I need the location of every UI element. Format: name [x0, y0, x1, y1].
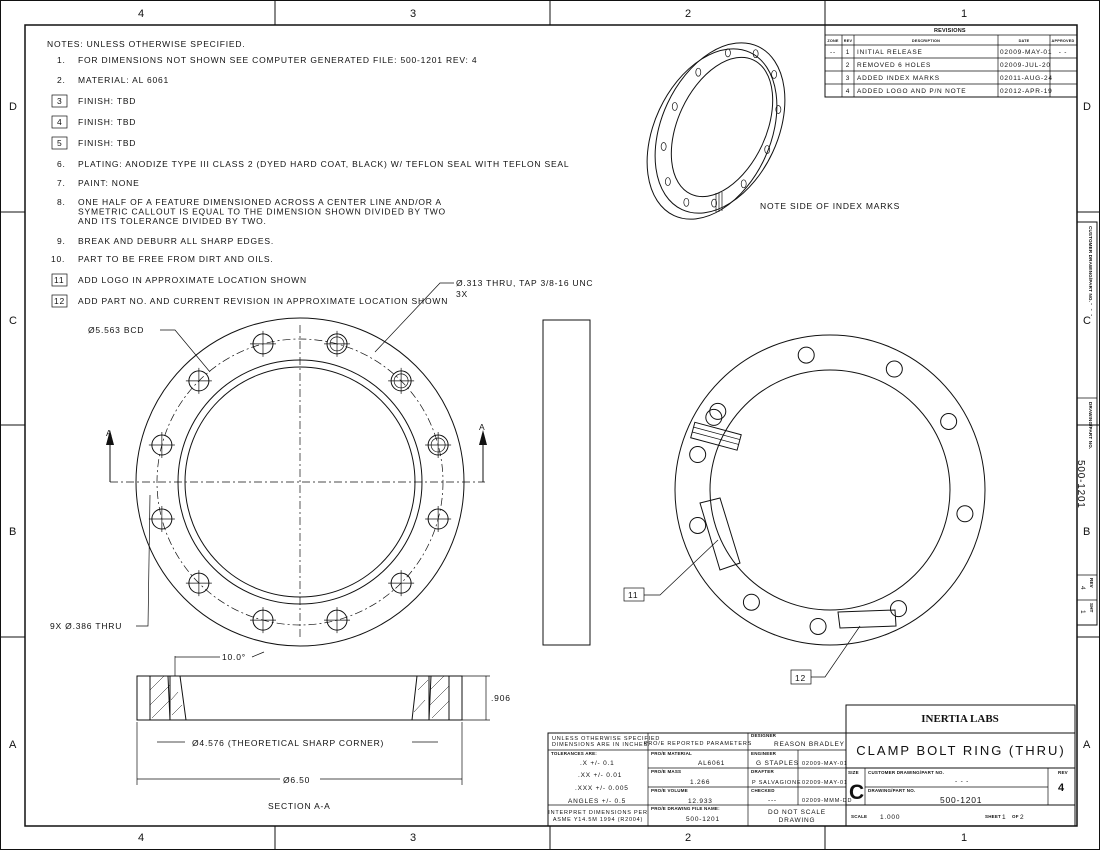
- note-number: 1.: [57, 55, 66, 65]
- note-number: 2.: [57, 75, 66, 85]
- scale-label: SCALE: [851, 814, 868, 819]
- strip-drawing-value: 500-1201: [1075, 460, 1086, 509]
- bolt-hole: [710, 403, 726, 419]
- inner-diameter-dimension: Ø4.576 (THEORETICAL SHARP CORNER): [192, 738, 385, 748]
- revision-cell: 02012-APR-19: [1000, 88, 1053, 95]
- note-item: [57, 55, 477, 65]
- revision-header: REV: [843, 39, 853, 43]
- tap-callout: Ø.313 THRU, TAP 3/8-16 UNC: [456, 278, 594, 288]
- strip-sheet-value: 1: [1079, 610, 1086, 615]
- engineer-value: G STAPLES: [756, 760, 799, 767]
- tolerance-xxx: .XXX +/- 0.005: [575, 785, 629, 792]
- bolt-hole: [324, 331, 350, 357]
- tolerances-label: TOLERANCES ARE:: [551, 751, 598, 756]
- revision-cell: ADDED INDEX MARKS: [857, 75, 940, 82]
- note-text: SYMETRIC CALLOUT IS EQUAL TO THE DIMENSION SHOWN DIVIDED BY TWO: [78, 206, 446, 217]
- bolt-hole: [388, 368, 414, 394]
- note-number: 12: [54, 296, 66, 306]
- note-text: FOR DIMENSIONS NOT SHOWN SEE COMPUTER GENERATED FILE: 500-1201 REV: 4: [78, 55, 478, 65]
- proe-params-label: PRO/E REPORTED PARAMETERS: [643, 741, 753, 747]
- note-number: 7.: [57, 178, 66, 188]
- material-value: AL6061: [698, 760, 726, 767]
- revision-cell: 1: [845, 49, 851, 56]
- drawing-part-label: DRAWING/PART NO.: [868, 788, 916, 793]
- revision-cell: - -: [1058, 49, 1068, 56]
- bolt-hole: [886, 361, 902, 377]
- bolt-hole: [186, 570, 212, 596]
- side-strip: [1075, 222, 1097, 625]
- front-view: [50, 278, 593, 646]
- strip-sheet-label: SHT: [1089, 603, 1094, 613]
- scale-value: 1.000: [880, 814, 901, 821]
- tolerance-angles: ANGLES +/- 0.5: [568, 798, 626, 805]
- iso-hole: [725, 49, 730, 57]
- bolt-hole: [250, 331, 276, 357]
- of-label: OF: [1012, 814, 1019, 819]
- drawing-part-value: 500-1201: [940, 795, 983, 805]
- bolt-hole: [149, 506, 175, 532]
- drafter-label: DRAFTER: [751, 769, 774, 774]
- section-view: [137, 652, 511, 811]
- zone-col-1-bottom: 1: [961, 832, 968, 844]
- note-item: [57, 75, 169, 85]
- iso-hole: [665, 178, 670, 186]
- thru-holes-callout: 9X Ø.386 THRU: [50, 621, 123, 631]
- note-text: MATERIAL: AL 6061: [78, 75, 170, 85]
- revision-header: DATE: [1018, 39, 1030, 43]
- bolt-hole: [425, 506, 451, 532]
- revision-row: [846, 88, 1053, 95]
- bolt-hole: [690, 517, 706, 533]
- drawing-title: CLAMP BOLT RING (THRU): [856, 743, 1066, 758]
- note-text: ADD PART NO. AND CURRENT REVISION IN APPROXIMATE LOCATION SHOWN: [78, 296, 449, 306]
- customer-part-value: - - -: [955, 778, 970, 785]
- sheet-value: 1: [1002, 814, 1007, 821]
- logo-location: [700, 498, 740, 570]
- volume-label: PRO/E VOLUME: [651, 788, 688, 793]
- zone-row-b-right: B: [1083, 526, 1092, 538]
- sheets-total: 2: [1020, 814, 1025, 821]
- size-label: SIZE: [848, 770, 859, 775]
- interpret-line-1: INTERPRET DIMENSIONS PER: [548, 810, 648, 816]
- drafter-date: 02009-MAY-01: [802, 780, 848, 786]
- zone-row-a-right: A: [1083, 739, 1092, 751]
- zone-col-4-bottom: 4: [138, 832, 145, 844]
- bolt-hole: [149, 432, 175, 458]
- bolt-hole: [388, 570, 414, 596]
- strip-customer-label: CUSTOMER DRAWING/PART NO.: [1088, 226, 1093, 303]
- revision-row: [846, 75, 1053, 82]
- zone-col-1: 1: [961, 8, 968, 20]
- sheet-label: SHEET: [985, 814, 1002, 819]
- revisions-title: REVISIONS: [934, 28, 966, 34]
- iso-hole: [684, 198, 689, 206]
- note-item: [52, 274, 307, 286]
- file-label: PRO/E DRAWING FILE NAME:: [651, 806, 720, 811]
- iso-hole: [696, 68, 701, 76]
- bolt-hole: [891, 601, 907, 617]
- engineer-label: ENGINEER: [751, 751, 777, 756]
- revision-cell: 02009-MAY-01: [1000, 49, 1053, 56]
- note-number: 8.: [57, 197, 66, 207]
- part-number-location: [838, 610, 896, 628]
- note-item: [52, 95, 136, 107]
- note-item: [52, 116, 136, 128]
- note-item: [57, 197, 446, 226]
- index-marks-note: NOTE SIDE OF INDEX MARKS: [760, 201, 901, 211]
- note-item: [57, 236, 274, 246]
- note-text: PART TO BE FREE FROM DIRT AND OILS.: [78, 254, 274, 264]
- bolt-hole: [425, 432, 451, 458]
- file-value: 500-1201: [686, 816, 720, 823]
- checked-label: CHECKED: [751, 788, 775, 793]
- do-not-scale-line-1: DO NOT SCALE: [768, 809, 826, 816]
- flag-11: 11: [628, 590, 639, 600]
- note-number: 9.: [57, 236, 66, 246]
- bolt-hole: [690, 447, 706, 463]
- designer-label: DESIGNER: [751, 733, 777, 738]
- note-text: PLATING: ANODIZE TYPE III CLASS 2 (DYED HARD COAT, BLACK) W/ TEFLON SEAL WITH TEFLON SEAL: [78, 159, 570, 169]
- revision-row: [830, 49, 1067, 56]
- note-item: [52, 295, 448, 307]
- note-number: 6.: [57, 159, 66, 169]
- note-text: FINISH: TBD: [78, 117, 137, 127]
- flag-12: 12: [795, 673, 807, 683]
- note-number: 10.: [51, 254, 66, 264]
- note-text: ADD LOGO IN APPROXIMATE LOCATION SHOWN: [78, 275, 307, 285]
- revision-cell: 02011-AUG-24: [1000, 75, 1053, 82]
- section-mark-right: A: [479, 422, 486, 432]
- rev-value: 4: [1058, 782, 1065, 794]
- strip-rev-label: REV: [1089, 578, 1094, 588]
- strip-rev-value: 4: [1079, 586, 1086, 591]
- note-text: FINISH: TBD: [78, 138, 137, 148]
- zone-row-c: C: [9, 315, 18, 327]
- revision-header: DESCRIPTION: [911, 39, 941, 43]
- note-text: AND ITS TOLERANCE DIVIDED BY TWO.: [78, 216, 267, 226]
- revision-cell: 3: [845, 75, 851, 82]
- zone-row-c-right: C: [1083, 315, 1092, 327]
- engineer-date: 02009-MAY-01: [802, 761, 848, 767]
- notes-header: NOTES: UNLESS OTHERWISE SPECIFIED.: [47, 39, 246, 49]
- bolt-hole: [324, 607, 350, 633]
- volume-value: 12.933: [688, 798, 713, 805]
- outer-diameter-dimension: Ø6.50: [283, 775, 311, 785]
- back-view: [624, 335, 985, 684]
- note-item: [52, 137, 136, 149]
- notes-block: [47, 39, 569, 307]
- interpret-line-2: ASME Y14.5M 1994 (R2004): [552, 817, 644, 823]
- tap-quantity: 3X: [456, 289, 468, 299]
- bolt-hole: [743, 594, 759, 610]
- iso-hole: [772, 70, 777, 78]
- side-view: [543, 320, 590, 645]
- rev-label: REV: [1058, 770, 1068, 775]
- zone-row-d-right: D: [1083, 101, 1092, 113]
- zone-col-4: 4: [138, 8, 145, 20]
- bolt-hole: [941, 414, 957, 430]
- section-mark-left: A: [106, 428, 113, 438]
- zone-col-2-bottom: 2: [685, 832, 692, 844]
- revision-cell: 2: [845, 62, 851, 69]
- bolt-hole: [798, 347, 814, 363]
- iso-hole: [741, 180, 746, 188]
- bolt-hole: [706, 409, 722, 425]
- zone-col-2: 2: [685, 8, 692, 20]
- bolt-hole: [957, 506, 973, 522]
- do-not-scale-line-2: DRAWING: [778, 817, 816, 824]
- strip-customer-value: - - -: [1088, 303, 1095, 318]
- note-text: BREAK AND DEBURR ALL SHARP EDGES.: [78, 236, 274, 246]
- zone-col-3-bottom: 3: [410, 832, 417, 844]
- note-item: [57, 178, 140, 188]
- revision-cell: ADDED LOGO AND P/N NOTE: [857, 88, 967, 95]
- note-text: FINISH: TBD: [78, 96, 137, 106]
- note-number: 11: [54, 275, 65, 285]
- note-number: 3: [57, 96, 63, 106]
- mass-value: 1.266: [690, 779, 711, 786]
- zone-row-d: D: [9, 101, 18, 113]
- bcd-callout: Ø5.563 BCD: [88, 325, 145, 335]
- zone-row-a: A: [9, 739, 18, 751]
- drafter-value: P SALVAGIONE: [752, 780, 802, 786]
- note-text: ONE HALF OF A FEATURE DIMENSIONED ACROSS A CENTER LINE AND/OR A: [78, 197, 442, 207]
- mass-label: PRO/E MASS: [651, 769, 682, 774]
- revision-cell: 4: [845, 88, 851, 95]
- tolerance-xx: .XX +/- 0.01: [578, 772, 623, 779]
- checked-date: 02009-MMM-DD: [802, 798, 853, 804]
- note-item: [57, 159, 569, 169]
- height-dimension: .906: [491, 693, 511, 703]
- bolt-hole: [810, 618, 826, 634]
- revisions-table: [825, 25, 1077, 97]
- checked-value: ---: [768, 797, 777, 804]
- iso-hole: [672, 102, 677, 110]
- revision-cell: INITIAL RELEASE: [857, 49, 923, 56]
- customer-part-label: CUSTOMER DRAWING/PART NO.: [868, 770, 945, 775]
- unless-line-1: UNLESS OTHERWISE SPECIFIED: [552, 736, 661, 742]
- angle-dimension: 10.0°: [222, 652, 246, 662]
- note-number: 4: [57, 117, 63, 127]
- note-number: 5: [57, 138, 63, 148]
- note-text: PAINT: NONE: [78, 178, 140, 188]
- size-value: C: [849, 781, 865, 804]
- company-logo: INERTIA LABS: [921, 713, 999, 725]
- strip-drawing-label: DRAWING/PART NO.: [1088, 402, 1093, 450]
- revision-header: APPROVED: [1051, 39, 1075, 43]
- bolt-hole: [186, 368, 212, 394]
- iso-hole: [753, 50, 758, 58]
- title-block: [548, 705, 1075, 826]
- bolt-hole: [250, 607, 276, 633]
- revision-cell: 02009-JUL-20: [1000, 62, 1051, 69]
- designer-value: REASON BRADLEY: [774, 741, 845, 748]
- iso-hole: [661, 142, 666, 150]
- zone-col-3: 3: [410, 8, 417, 20]
- revision-cell: REMOVED 6 HOLES: [857, 62, 932, 69]
- unless-line-2: DIMENSIONS ARE IN INCHES.: [552, 742, 651, 748]
- revision-cell: --: [830, 49, 836, 56]
- material-label: PRO/E MATERIAL: [651, 751, 692, 756]
- revision-header: ZONE: [827, 39, 839, 43]
- revision-row: [846, 62, 1051, 69]
- tolerance-x: .X +/- 0.1: [580, 760, 615, 767]
- zone-row-b: B: [9, 526, 18, 538]
- section-label: SECTION A-A: [268, 801, 331, 811]
- note-item: [51, 254, 274, 264]
